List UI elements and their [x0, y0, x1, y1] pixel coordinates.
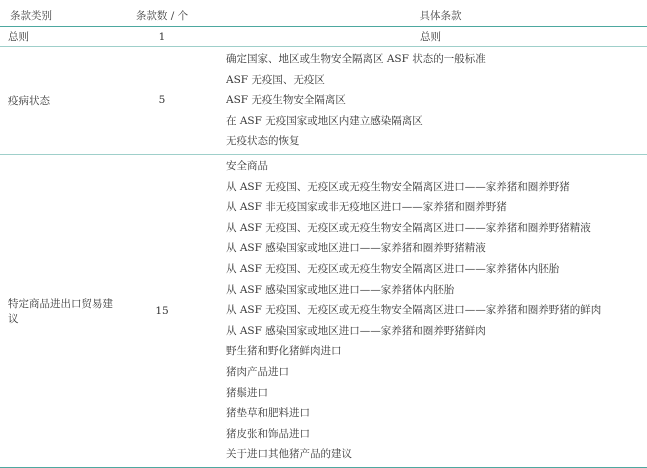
clause-table	[0, 4, 647, 468]
table-row-general	[0, 27, 647, 47]
list-item: ASF 无疫生物安全隔离区	[226, 94, 346, 107]
header-clause-detail: 具体条款	[214, 4, 647, 27]
list-item: 猪皮张和饰品进口	[226, 427, 310, 440]
type-cell-disease-status: 疫病状态	[0, 47, 118, 155]
list-item: 从 ASF 感染国家或地区进口——家养猪和圈养野猪精液	[226, 242, 486, 255]
type-cell-general: 总则	[0, 27, 118, 47]
count-cell-disease-status: 5	[118, 47, 214, 155]
list-item: 在 ASF 无疫国家或地区内建立感染隔离区	[226, 114, 423, 127]
list-item: 野生猪和野化猪鲜肉进口	[226, 345, 342, 358]
list-item: 安全商品	[226, 159, 268, 172]
list-item: 猪鬃进口	[226, 386, 268, 399]
detail-cell-trade	[214, 154, 647, 467]
type-cell-trade: 特定商品进出口贸易建议	[0, 154, 118, 467]
count-cell-general: 1	[118, 27, 214, 47]
list-item: 从 ASF 无疫国、无疫区或无疫生物安全隔离区进口——家养猪和圈养野猪的鲜肉	[226, 304, 602, 317]
detail-cell-general: 总则	[214, 27, 647, 47]
clause-list-disease-status	[226, 47, 647, 154]
list-item: 关于进口其他猪产品的建议	[226, 448, 352, 461]
list-item: 猪垫草和肥料进口	[226, 407, 310, 420]
table-row-disease-status	[0, 47, 647, 155]
list-item: 从 ASF 感染国家或地区进口——家养猪和圈养野猪鲜肉	[226, 324, 486, 337]
list-item: 从 ASF 非无疫国家或非无疫地区进口——家养猪和圈养野猪	[226, 201, 507, 214]
table-header-row	[0, 4, 647, 27]
list-item: 从 ASF 无疫国、无疫区或无疫生物安全隔离区进口——家养猪和圈养野猪	[226, 180, 570, 193]
list-item: 从 ASF 感染国家或地区进口——家养猪体内胚胎	[226, 283, 455, 296]
list-item: 无疫状态的恢复	[226, 135, 300, 148]
list-item: 猪肉产品进口	[226, 365, 289, 378]
header-clause-type: 条款类别	[0, 4, 118, 27]
clause-list-trade	[226, 155, 647, 467]
header-clause-count: 条款数 / 个	[118, 4, 214, 27]
count-cell-trade: 15	[118, 154, 214, 467]
list-item: ASF 无疫国、无疫区	[226, 73, 325, 86]
list-item: 从 ASF 无疫国、无疫区或无疫生物安全隔离区进口——家养猪和圈养野猪精液	[226, 221, 591, 234]
detail-cell-disease-status	[214, 47, 647, 155]
list-item: 从 ASF 无疫国、无疫区或无疫生物安全隔离区进口——家养猪体内胚胎	[226, 262, 560, 275]
list-item: 确定国家、地区或生物安全隔离区 ASF 状态的一般标准	[226, 53, 486, 65]
table-row-trade	[0, 154, 647, 467]
